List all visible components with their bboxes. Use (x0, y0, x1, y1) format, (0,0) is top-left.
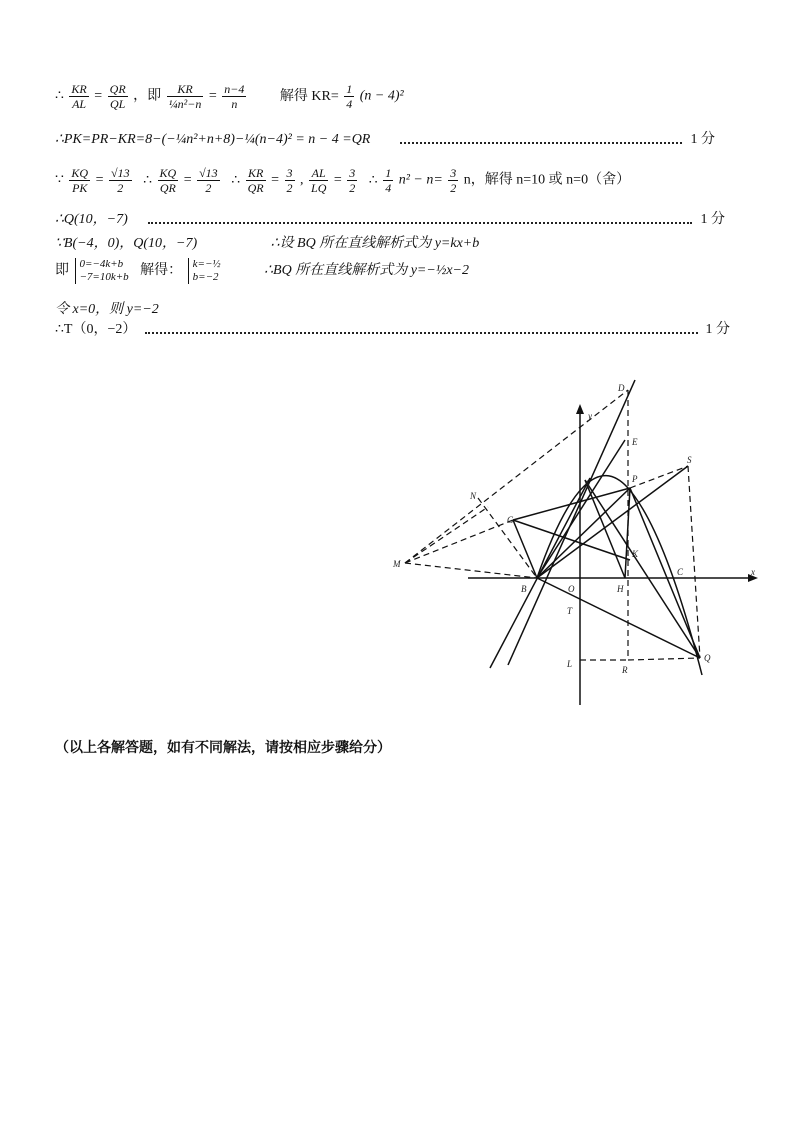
line-BD (508, 380, 635, 665)
label-C: C (677, 567, 684, 577)
dashed-PS (630, 466, 688, 488)
fraction-n4-n: $\frac{n-4}{n}$ (224, 82, 245, 111)
score-mark: 1 分 (700, 212, 725, 227)
label-N: N (470, 491, 477, 501)
solution-system: k=−½ b=−2 (188, 258, 221, 284)
fraction-qr-ql: $\frac{QR}{QL}$ (109, 82, 126, 111)
label-M: M (393, 559, 401, 569)
fraction-one-four: $\frac{1}{4}$ (346, 82, 353, 111)
dashed-MB (405, 563, 537, 578)
grading-note: （以上各解答题，如有不同解法，请按相应步骤给分） (55, 740, 391, 756)
equation-system: 0=−4k+b −7=10k+b (75, 258, 129, 284)
label-A: A (584, 479, 590, 489)
score-mark: 1 分 (690, 132, 715, 147)
segment-BE (537, 440, 625, 578)
label-E: E (632, 437, 638, 447)
y-axis-arrow (576, 404, 584, 414)
label-S: S (687, 455, 692, 465)
label-L: L (567, 659, 573, 669)
label-O: O (568, 584, 575, 594)
solution-line-1: ∴ $\frac{KR}{AL}$ = $\frac{QR}{QL}$ ，即 $\frac{KR}{\text{¼n²−n}}$ = $\frac{n-4}{n}$ 解得 KR= $\frac{1}{4}$ (n − 4)² (55, 82, 404, 111)
fraction-kr-den: $\frac{KR}{\text{¼n²−n}}$ (168, 82, 202, 111)
segment-PQ (630, 488, 700, 658)
label-D: D (618, 383, 625, 393)
label-Q: Q (704, 653, 711, 663)
dotted-leader (145, 332, 698, 334)
label-H: H (617, 584, 624, 594)
label-B: B (521, 584, 527, 594)
segment-GK (513, 520, 630, 560)
label-x: x (751, 567, 755, 577)
solution-line-4: ∴Q(10，−7) 1 分 (55, 210, 725, 230)
label-P: P (632, 474, 638, 484)
label-K: K (632, 549, 639, 559)
figure-svg (380, 372, 770, 712)
therefore-symbol: ∴ (55, 88, 64, 104)
score-mark: 1 分 (705, 322, 730, 337)
geometry-figure (380, 372, 770, 712)
dotted-leader (148, 222, 692, 224)
solution-line-6: 即 0=−4k+b −7=10k+b 解得： k=−½ b=−2 ∴BQ 所在直线解析式为 y=−½x−2 (55, 258, 469, 283)
solution-line-3: ∵ $\frac{KQ}{PK}$ = $\frac{√13}{2}$ ∴ $\frac{KQ}{QR}$ = $\frac{√13}{2}$ ∴ $\frac{KR}{QR}$ = $\frac{3}{2}$ , $\frac{AL}{LQ}$ = $\frac{3}{2}$ ∴ $\frac{1}{4}$ n² − n= $\frac{3}{2}$ n，解得 n=10 或 n=0（舍） (55, 166, 631, 195)
dashed-RQ (628, 658, 700, 660)
solution-line-8: ∴T（0，−2） 1 分 (55, 320, 730, 340)
dashed-MD (405, 390, 628, 563)
label-y: y (588, 411, 592, 421)
solution-line-5: ∵B(−4，0)，Q(10，−7) ∴设 BQ 所在直线解析式为 y=kx+b (55, 236, 480, 251)
solution-line-7: 令 x=0，则 y=−2 (55, 302, 159, 317)
label-R: R (622, 665, 628, 675)
dotted-leader (400, 142, 682, 144)
label-G: G (507, 515, 514, 525)
label-T: T (567, 606, 573, 616)
dashed-NB (478, 498, 537, 578)
fraction-kr-al: $\frac{KR}{AL}$ (71, 82, 87, 111)
segment-GB (513, 520, 537, 578)
solution-line-2: ∴PK=PR−KR=8−(−¼n²+n+8)−¼(n−4)² = n − 4 =QR 1 分 (55, 130, 715, 150)
